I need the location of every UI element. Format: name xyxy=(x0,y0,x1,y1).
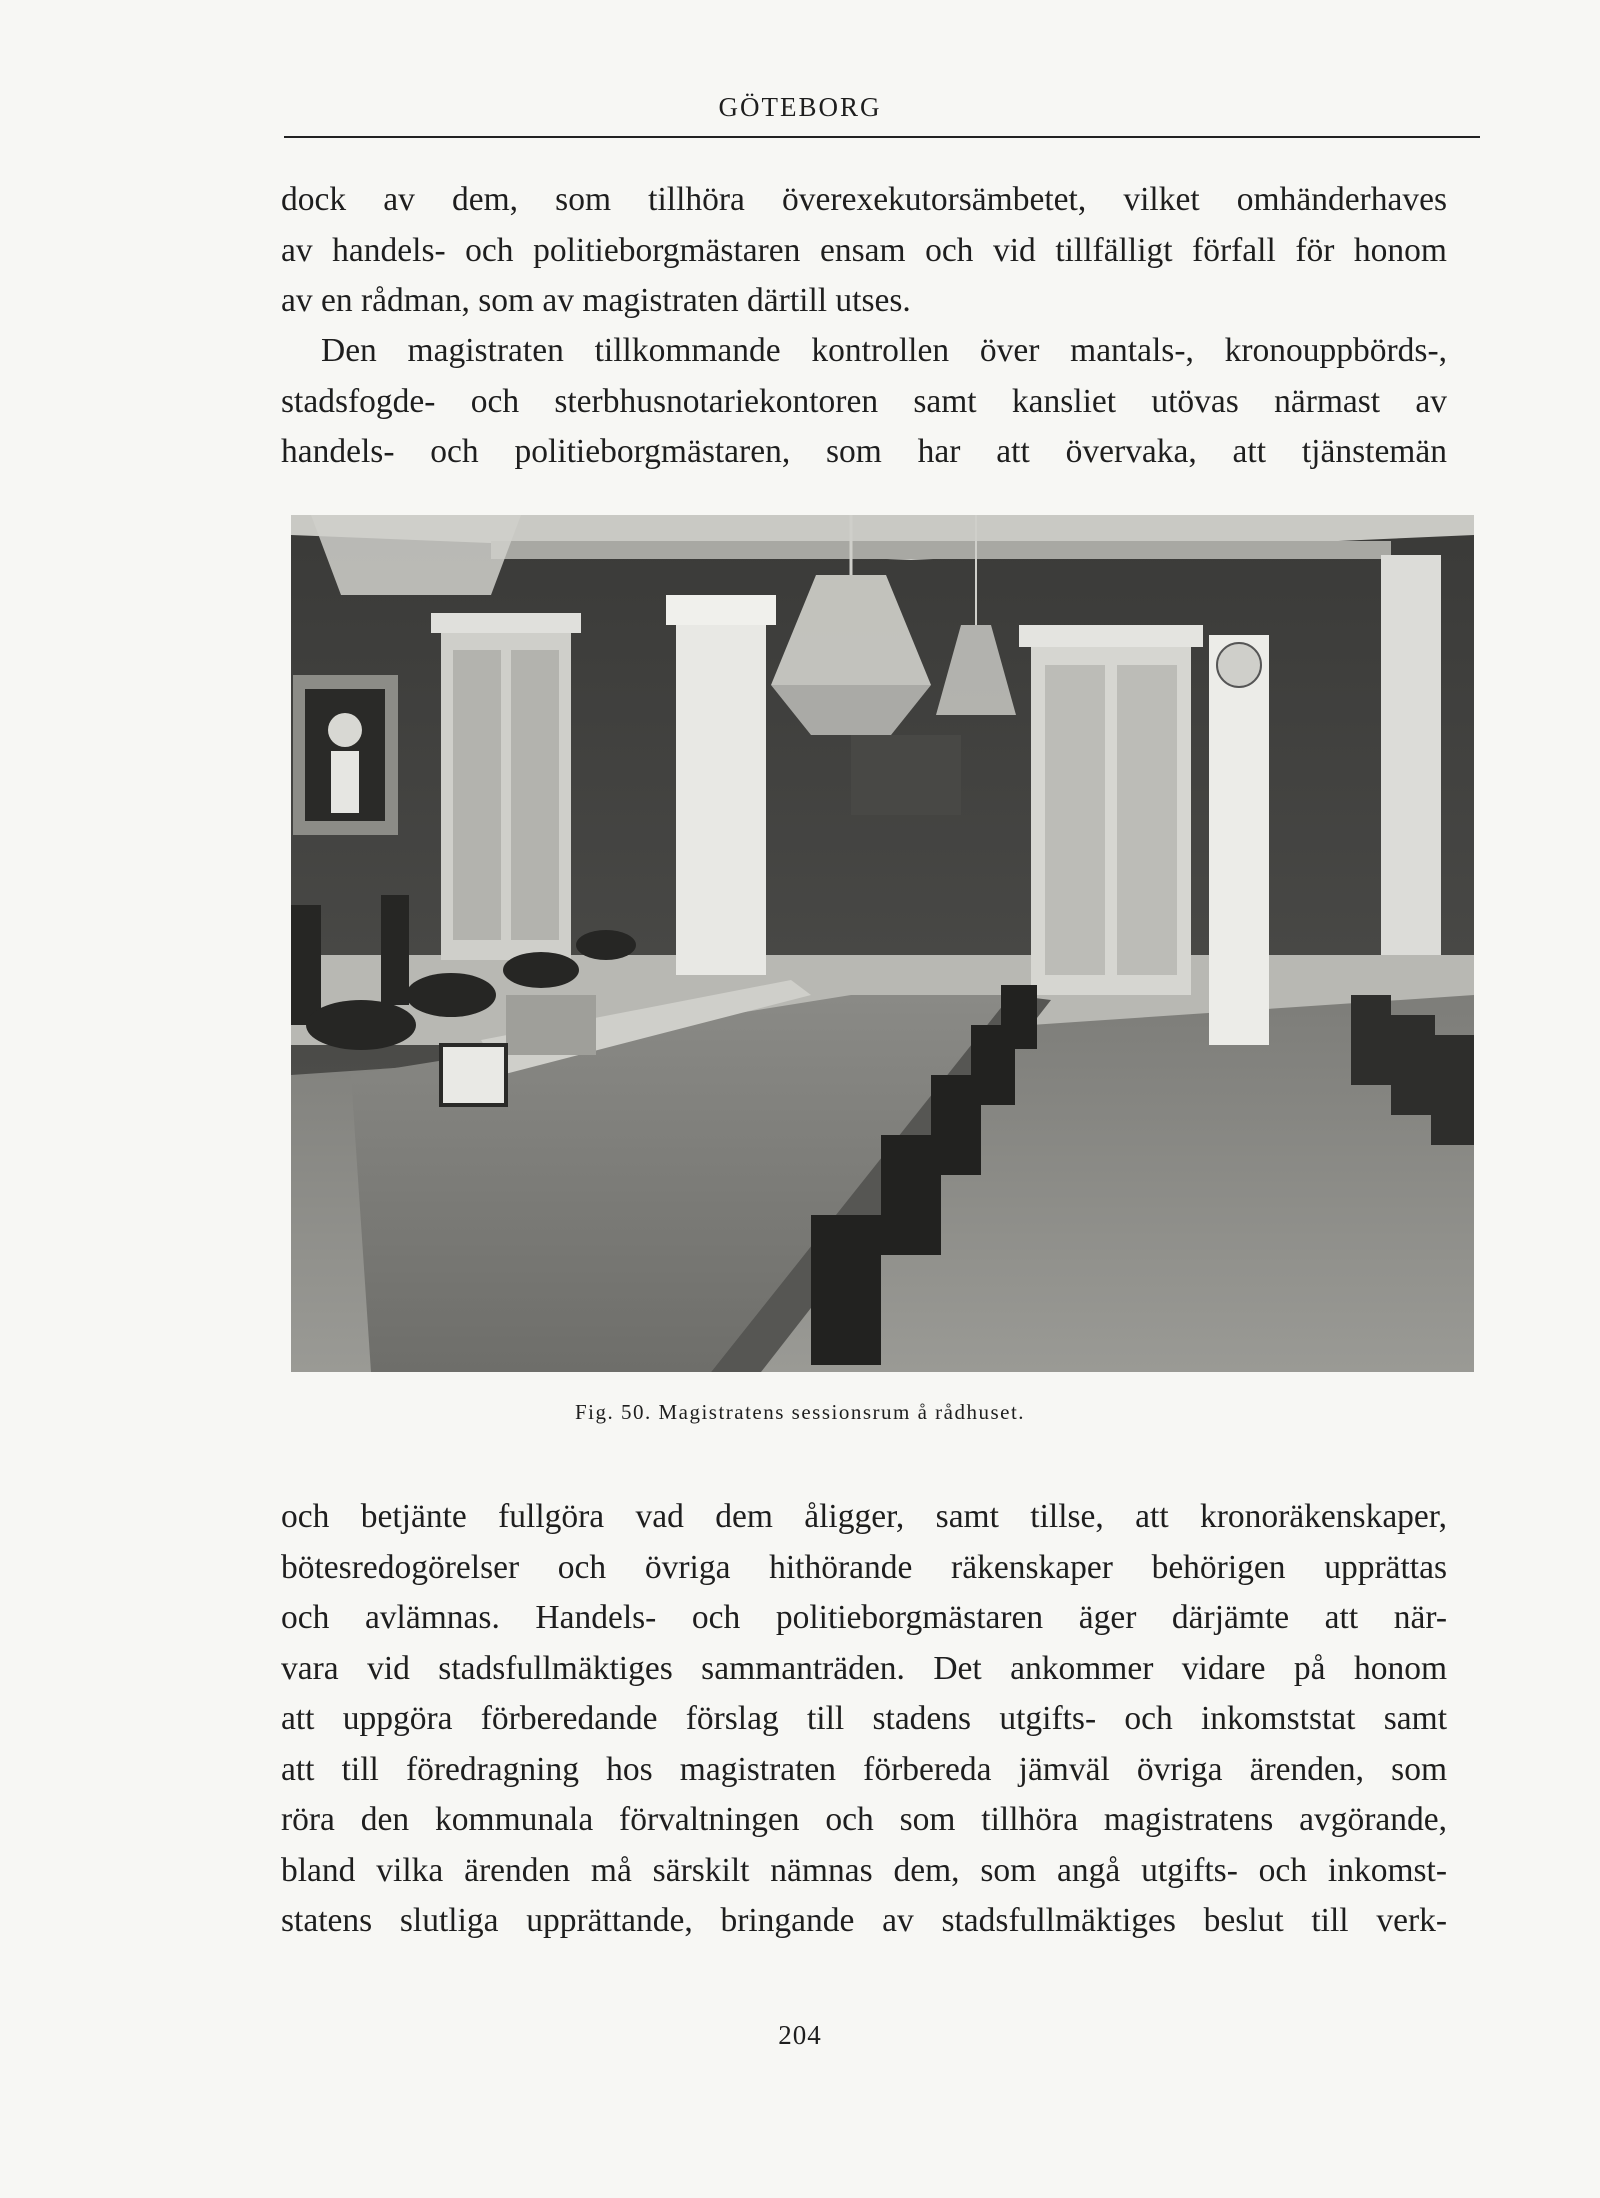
paragraph-1 xyxy=(281,175,1447,327)
document-frame xyxy=(441,1045,506,1105)
figure-photograph xyxy=(291,515,1474,1372)
tiled-stove xyxy=(676,615,766,975)
cornice xyxy=(491,541,1391,559)
clock-face xyxy=(1217,643,1261,687)
chandelier-left xyxy=(311,515,521,595)
text-line: statens slutliga upprättande, bringande av stadsfullmäktiges beslut till verk- xyxy=(281,1902,1447,1939)
text-line: av en rådman, som av magistraten därtill utses. xyxy=(281,282,911,319)
text-line: bland vilka ärenden må särskilt nämnas dem, som angå utgifts- och inkomst- xyxy=(281,1851,1447,1889)
text-line: att uppgöra förberedande förslag till stadens utgifts- och inkomststat samt xyxy=(281,1700,1447,1737)
text-line: att till föredragning hos magistraten förbereda jämväl övriga ärenden, som xyxy=(281,1750,1447,1788)
header-rule xyxy=(284,136,1480,138)
text-line: handels- och politieborgmästaren, som har att övervaka, att tjänstemän xyxy=(281,433,1447,470)
portrait-shirt xyxy=(331,751,359,813)
portrait-face xyxy=(328,713,362,747)
paragraph-2 xyxy=(281,326,1447,478)
figure-caption: Fig. 50. Magistratens sessionsrum å rådhuset. xyxy=(574,1400,1026,1424)
text-line: och betjänte fullgöra vad dem åligger, samt tillse, att kronoräkenskaper, xyxy=(281,1498,1447,1535)
text-line: röra den kommunala förvaltningen och som tillhöra magistratens avgörande, xyxy=(281,1801,1447,1838)
grandfather-clock xyxy=(1209,635,1269,1045)
page-number: 204 xyxy=(778,2020,822,2050)
paragraph-3 xyxy=(281,1492,1447,1947)
text-line: bötesredogörelser och övriga hithörande räkenskaper behörigen upprättas xyxy=(281,1548,1447,1586)
text-line: och avlämnas. Handels- och politieborgmästaren äger därjämte att när- xyxy=(281,1599,1447,1636)
text-line: av handels- och politieborgmästaren ensam och vid tillfälligt förfall för honom xyxy=(281,231,1447,269)
text-line: stadsfogde- och sterbhusnotariekontoren samt kansliet utövas närmast av xyxy=(281,382,1447,420)
text-line: dock av dem, som tillhöra överexekutorsämbetet, vilket omhänderhaves xyxy=(281,181,1447,218)
session-room-photo xyxy=(291,515,1474,1372)
text-line: vara vid stadsfullmäktiges sammanträden. Det ankommer vidare på honom xyxy=(281,1649,1447,1687)
back-painting xyxy=(851,735,961,815)
running-head: GÖTEBORG xyxy=(718,92,882,122)
text-line: Den magistraten tillkommande kontrollen över mantals-, kronouppbörds-, xyxy=(321,332,1447,369)
